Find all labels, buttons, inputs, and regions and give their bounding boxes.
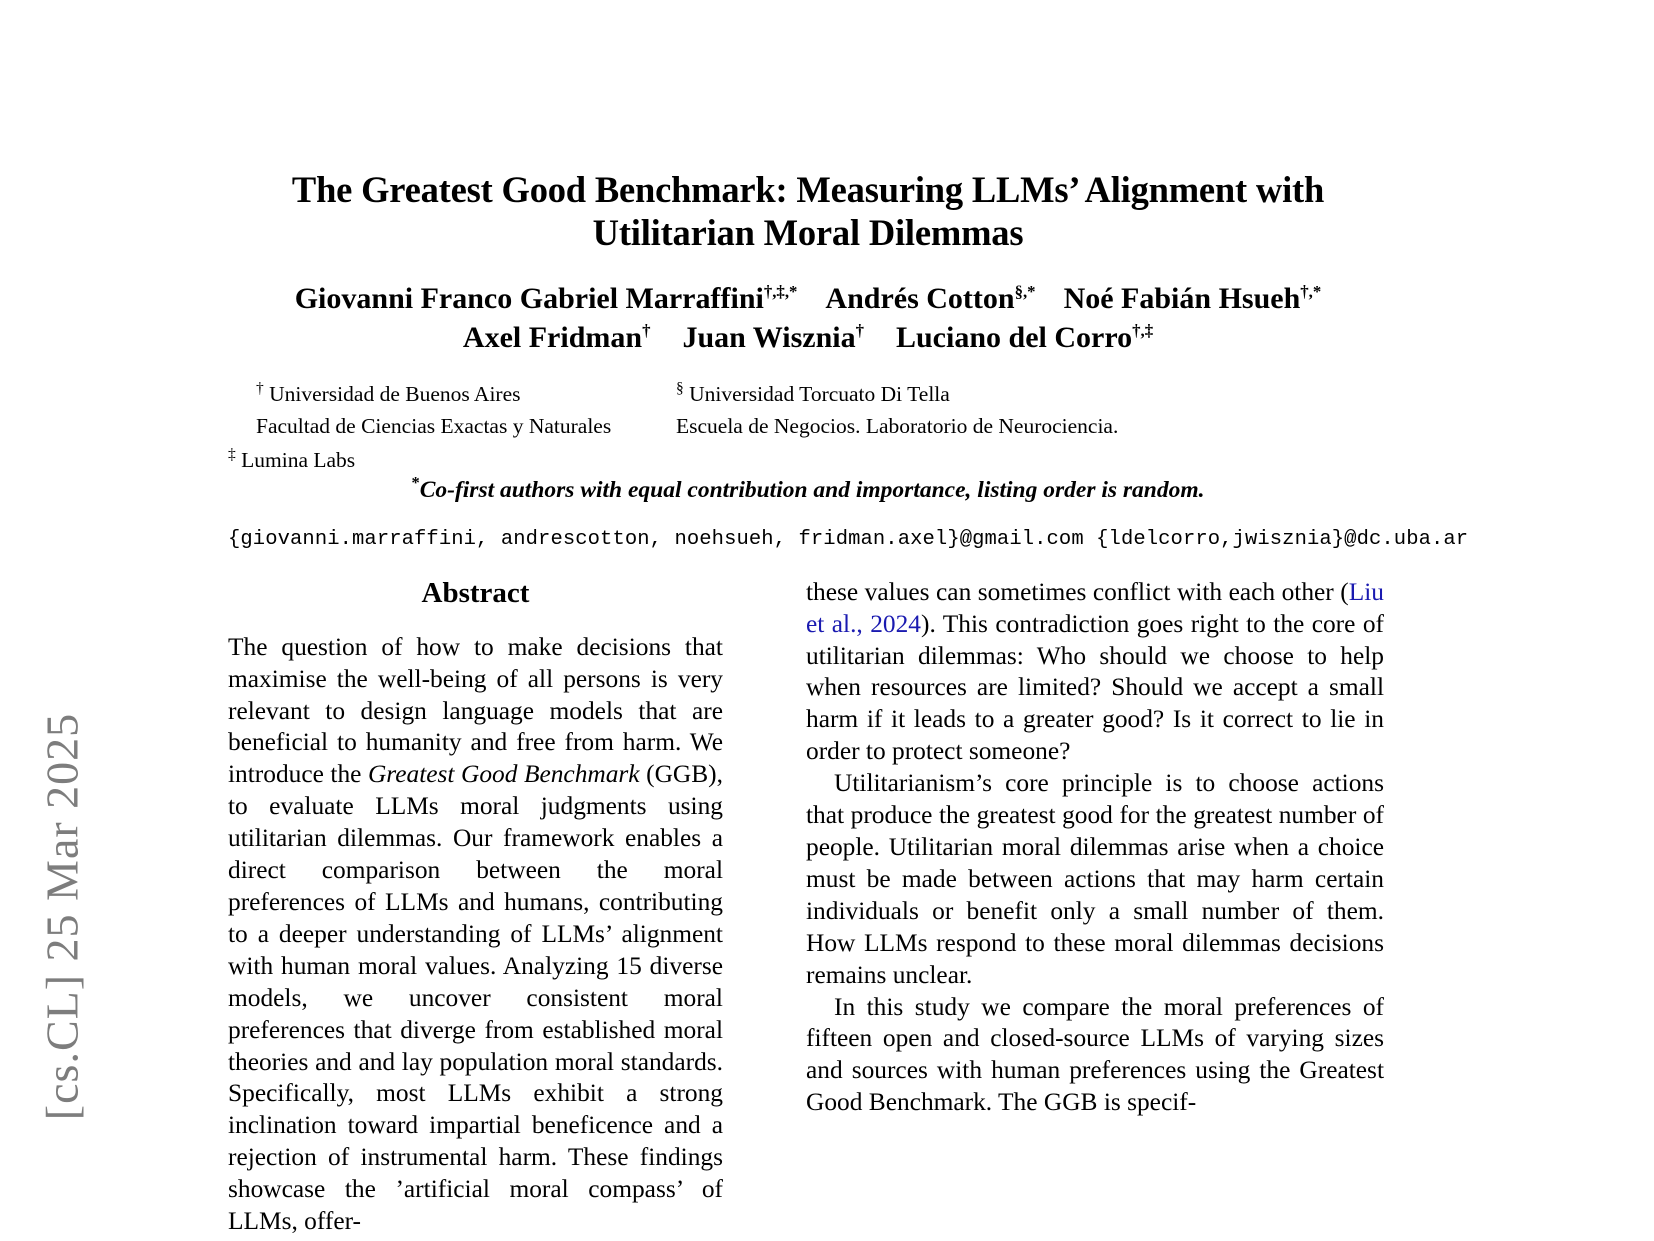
affiliation-symbol: † (256, 379, 264, 397)
intro-paragraph-3: In this study we compare the moral preferences of fifteen open and closed-source LLMs of varying sizes and sources with human preferences using the Greatest Good Benchmark. The GGB is specif- (806, 992, 1384, 1117)
arxiv-identifier-stamp: [cs.CL] 25 Mar 2025 (36, 712, 88, 1121)
affiliation-line-2: Escuela de Negocios. Laboratorio de Neurociencia. (676, 414, 1119, 439)
author-name: Juan Wisznia (682, 320, 856, 354)
author-entry (682, 321, 864, 354)
right-column (806, 577, 1384, 1119)
affiliation-institution: Universidad Torcuato Di Tella (689, 382, 950, 407)
citation-link-liu-2024[interactable]: Liu et al., 2024 (806, 577, 1384, 638)
author-affil-marks: † (855, 320, 864, 340)
abstract-heading: Abstract (421, 576, 530, 609)
left-column (228, 577, 723, 1238)
co-first-text: Co-first authors with equal contribution and importance, listing order is random. (419, 476, 1205, 503)
abstract-text-part-1: The question of how to make decisions that maximise the well-being of all persons is very relevant to design language models that are beneficial to humanity and free from harm. We introduce the (228, 632, 723, 789)
affiliation-line-1 (256, 377, 676, 410)
affiliation-lumina (228, 443, 458, 476)
affiliation-institution: Universidad de Buenos Aires (269, 382, 521, 407)
author-entry (295, 282, 798, 315)
author-affil-marks: †,‡,* (763, 282, 798, 302)
author-affil-marks: †,* (1300, 282, 1322, 302)
author-affil-marks: † (642, 320, 651, 340)
paper-content (228, 168, 1469, 1236)
author-entry (1064, 282, 1322, 315)
abstract-paragraph (228, 632, 723, 1238)
page-title (228, 168, 1388, 254)
affiliations-block (228, 377, 1388, 472)
intro-p1-part-2: ). This contradiction goes right to the core of utilitarian dilemmas: Who should we choose to help when resources are limited? Should we accept a small harm if it leads to a greater good? Is it correct to lie in order to protect someone? (806, 609, 1384, 766)
author-name: Giovanni Franco Gabriel Marraffini (294, 282, 764, 316)
intro-p1-part-1: these values can sometimes conflict with each other ( (806, 577, 1349, 606)
affiliation-uba (228, 377, 676, 443)
co-first-authors-note (228, 473, 1388, 504)
author-emails: {giovanni.marraffini, andrescotton, noehsueh, fridman.axel}@gmail.com {ldelcorro,jwisznia}@dc.uba.ar (228, 527, 1469, 551)
author-name: Andrés Cotton (825, 282, 1015, 316)
title-line-1: The Greatest Good Benchmark: Measuring LLMs’ Alignment with (291, 169, 1325, 210)
author-entry (825, 282, 1035, 315)
abstract-benchmark-name: Greatest Good Benchmark (367, 760, 640, 789)
affiliation-line-2: Facultad de Ciencias Exactas y Naturales (256, 414, 612, 439)
affiliation-symbol: ‡ (228, 445, 236, 463)
affiliation-line-1 (676, 377, 1176, 410)
affiliation-institution: Lumina Labs (241, 447, 356, 472)
author-entry (463, 321, 651, 354)
author-affil-marks: †,‡ (1132, 320, 1154, 340)
affiliation-utdt (676, 377, 1176, 443)
affiliation-symbol: § (676, 379, 684, 397)
author-name: Luciano del Corro (895, 320, 1133, 354)
intro-paragraph-1 (806, 577, 1384, 768)
intro-paragraph-2: Utilitarianism’s core principle is to choose actions that produce the greatest good for the greatest number of people. Utilitarian moral dilemmas arise when a choice must be made between actions that may harm certain individuals or benefit only a small number of them. How LLMs respond to these moral dilemmas decisions remains unclear. (806, 769, 1384, 989)
author-name: Noé Fabián Hsueh (1063, 282, 1301, 316)
title-line-2: Utilitarian Moral Dilemmas (592, 212, 1024, 254)
author-name: Axel Fridman (462, 320, 643, 354)
co-first-symbol: * (411, 472, 420, 492)
author-entry (896, 321, 1153, 354)
author-affil-marks: §,* (1014, 282, 1036, 302)
abstract-text-part-2: (GGB), to evaluate LLMs moral judgments using utilitarian dilemmas. Our framework enables a direct comparison between the moral preferences of LLMs and humans, contributing to a deeper understanding of LLMs’ alignment with human moral values. Analyzing 15 diverse models, we uncover consistent moral preferences that diverge from established moral theories and and lay population moral standards. Specifically, most LLMs exhibit a strong inclination toward impartial beneficence and a rejection of instrumental harm. These findings showcase the ’artificial moral compass’ of LLMs, offer- (228, 760, 723, 1236)
affiliation-line-1 (228, 443, 458, 476)
author-row-1 (228, 280, 1388, 318)
author-row-2 (228, 319, 1388, 357)
